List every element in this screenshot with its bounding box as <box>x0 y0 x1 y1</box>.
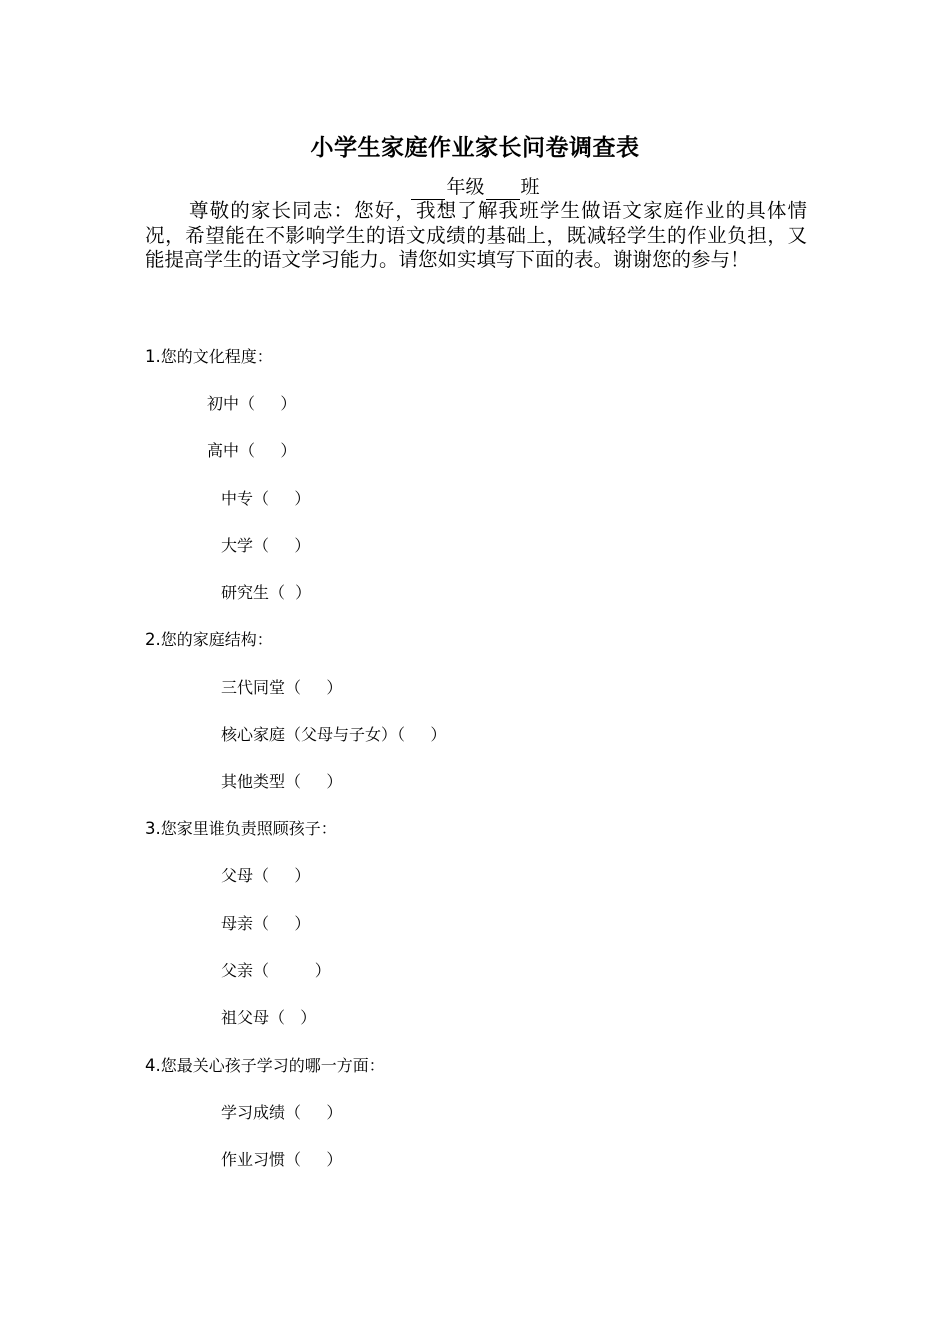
question-4 <box>145 1055 385 1077</box>
question-1 <box>145 346 273 368</box>
option-item[interactable]: 祖父母（ ） <box>221 1008 317 1027</box>
question-text: 您的文化程度： <box>160 347 273 366</box>
grade-class-line <box>0 174 950 200</box>
option-item[interactable]: 研究生（ ） <box>221 583 312 602</box>
option-item[interactable]: 父亲（ ） <box>221 961 331 980</box>
option-item[interactable]: 父母（ ） <box>221 866 311 885</box>
option-item[interactable]: 其他类型（ ） <box>221 772 343 791</box>
question-number: 3. <box>145 819 161 838</box>
question-number: 1. <box>145 347 161 366</box>
option-item[interactable]: 学习成绩（ ） <box>221 1103 343 1122</box>
option-item[interactable]: 中专（ ） <box>221 489 311 508</box>
option-item[interactable]: 大学（ ） <box>221 536 311 555</box>
option-item[interactable]: 作业习惯（ ） <box>221 1150 343 1169</box>
page-title: 小学生家庭作业家长问卷调查表 <box>310 134 640 161</box>
question-number: 2. <box>145 630 161 649</box>
option-item[interactable]: 高中（ ） <box>207 441 297 460</box>
question-3 <box>145 818 337 840</box>
class-label: 班 <box>520 176 540 198</box>
question-text: 您的家庭结构： <box>160 630 273 649</box>
class-blank[interactable] <box>486 179 520 200</box>
question-text: 您最关心孩子学习的哪一方面： <box>160 1056 385 1075</box>
question-2 <box>145 629 273 651</box>
intro-paragraph: 尊敬的家长同志：您好，我想了解我班学生做语文家庭作业的具体情况，希望能在不影响学生的语文成绩的基础上，既减轻学生的作业负担，又能提高学生的语文学习能力。请您如实填写下面的表。谢谢您的参与！ <box>145 199 807 271</box>
option-item[interactable]: 三代同堂（ ） <box>221 678 343 697</box>
option-item[interactable]: 母亲（ ） <box>221 914 311 933</box>
question-text: 您家里谁负责照顾孩子： <box>160 819 337 838</box>
grade-blank[interactable] <box>411 179 445 200</box>
option-item[interactable]: 核心家庭（父母与子女）（ ） <box>221 725 447 744</box>
grade-label: 年级 <box>446 176 485 198</box>
question-number: 4. <box>145 1056 161 1075</box>
option-item[interactable]: 初中（ ） <box>207 394 297 413</box>
